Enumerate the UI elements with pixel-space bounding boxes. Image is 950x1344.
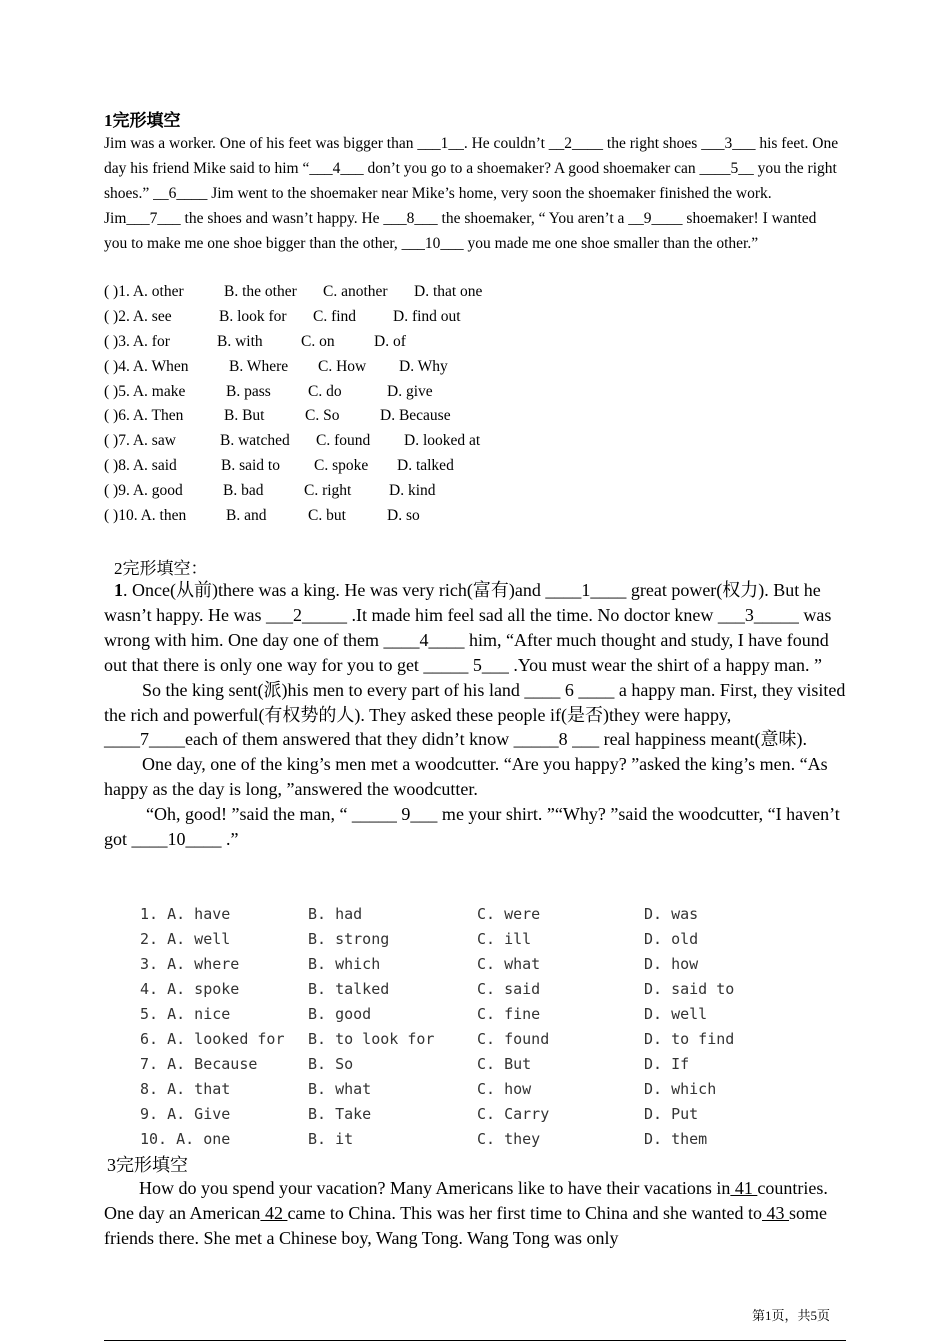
- page-number: 第1页，共5页: [752, 1308, 831, 1323]
- section2-passage: [104, 578, 849, 852]
- footer-divider: [104, 1340, 846, 1341]
- section2-paragraph: 1. Once(从前)there was a king. He was very rich(富有)and ____1____ great power(权力). But he wasn’t happy. He was ___2_____ .It made him feel sad all the time. No doctor knew ___3_____ was wrong with him. One day one of them ____4____ him, “After much thought and study, I have found out that there is only one way for you to get _____ 5___ .You must wear the shirt of a happy man. ”: [104, 580, 832, 675]
- section3-passage: How do you spend your vacation? Many Americans like to have their vacations in 41 countries. One day an American 42 came to China. This was her first time to China and she wanted to 43 some friends there. She met a Chinese boy, Wang Tong. Wang Tong was only: [104, 1178, 828, 1248]
- blank-42: 42: [260, 1203, 288, 1223]
- question-number: 1: [114, 580, 123, 600]
- section2-title: 2完形填空：: [114, 559, 208, 578]
- blank-41: 41: [730, 1178, 758, 1198]
- blank-43: 43: [762, 1203, 790, 1223]
- section1-title: 1完形填空: [104, 111, 181, 130]
- section2-paragraph: “Oh, good! ”said the man, “ _____ 9___ me your shirt. ”“Why? ”said the woodcutter, “I haven’t got ____10____ .”: [104, 804, 840, 850]
- section1-passage: Jim was a worker. One of his feet was bigger than ___1__. He couldn’t __2____ the right shoes ___3___ his feet. One day his friend Mike said to him “___4___ don’t you go to a shoemaker? A good shoemaker can ____5__ you the right shoes.” __6____ Jim went to the shoemaker near Mike’s home, very soon the shoemaker finished the work. Jim___7___ the shoes and wasn’t happy. He ___8___ the shoemaker, “ You aren’t a __9____ shoemaker! I wanted you to make me one shoe bigger than the other, ___10___ you made me one shoe smaller than the other.”: [104, 135, 839, 252]
- section2-paragraph: One day, one of the king’s men met a woodcutter. “Are you happy? ”asked the king’s men. “As happy as the day is long, ”answered the woodcutter.: [104, 754, 828, 800]
- section3-title: 3完形填空: [107, 1155, 188, 1175]
- section2-paragraph: So the king sent(派)his men to every part of his land ____ 6 ____ a happy man. First, they visited the rich and powerful(有权势的人). They asked these people if(是否)they were happy, ____7____each of them answered that they didn’t know _____8 ___ real happiness meant(意味).: [104, 679, 846, 750]
- document-page: 1完形填空 Jim was a worker. One of his feet was bigger than ___1__. He couldn’t __2____ the right shoes ___3___ his feet. One day his friend Mike said to him “___4___ don’t you go to a shoemaker? A good shoemaker can ____5__ you the right shoes.” __6____ Jim went to the shoemaker near Mike’s home, very soon the shoemaker finished the work. Jim___7___ the shoes and wasn’t happy. He ___8___ the shoemaker, “ You aren’t a __9____ shoemaker! I wanted you to make me one shoe bigger than the other, ___10___ you made me one shoe smaller than the other.” ( )1. A. other B. the other C. another D. that one ( )2. A. see B. look for C. find D. find out ( )3. A. for B. with C. on D. of ( )4. A. When B. Where C. How D. Why ( )5. A. make B. pass C. do D. give ( )6. A. Then B. But C. So D. Because ( )7. A. saw B. watched C. found D. looked at ( )8. A. said B. said to C. spoke D. talked ( )9. A. good B. bad C. right D. kind ( )10. A. then B. and C. but D. so 2完形填空： 1. Once(从前)there was a king. He was very rich(富有)and ____1____ great power(权力). But he wasn’t happy. He was ___2_____ .It made him feel sad all the time. No doctor knew ___3_____ was wrong with him. One day one of them ____4____ him, “After much thought and study, I have found out that there is only one way for you to get _____ 5___ .You must wear the shirt of a happy man. ” So the king sent(派)his men to every part of his land ____ 6 ____ a happy man. First, they visited the rich and powerful(有权势的人). They asked these people if(是否)they were happy, ____7____each of them answered that they didn’t know _____8 ___ real happiness meant(意味). One day, one of the king’s men met a woodcutter. “Are you happy? ”asked the king’s men. “As happy as the day is long, ”answered the woodcutter. “Oh, good! ”said the man, “ _____ 9___ me your shirt. ”“Why? ”said the woodcutter, “I haven’t got ____10____ .” 1. A. have B. had C. were D. was 2. A. well B. strong C. ill D. old 3. A. where B. which C. what D. how 4. A. spoke B. talked C. said D. said to 5. A. nice B. good C. fine D. well 6. A. looked for B. to look for C. found D. to find 7. A. Because B. So C. But D. If 8. A. that B. what C. how D. which 9. A. Give B. Take C. Carry D. Put 10. A. one B. it C. they D. them 3完形填空 How do you spend your vacation? Many Americans like to have their vacations in 41 countries. One day an American 42 came to China. This was her first time to China and she wanted to 43 some friends there. She met a Chinese boy, Wang Tong. Wang Tong was only 第1页，共5页: [0, 0, 950, 1344]
